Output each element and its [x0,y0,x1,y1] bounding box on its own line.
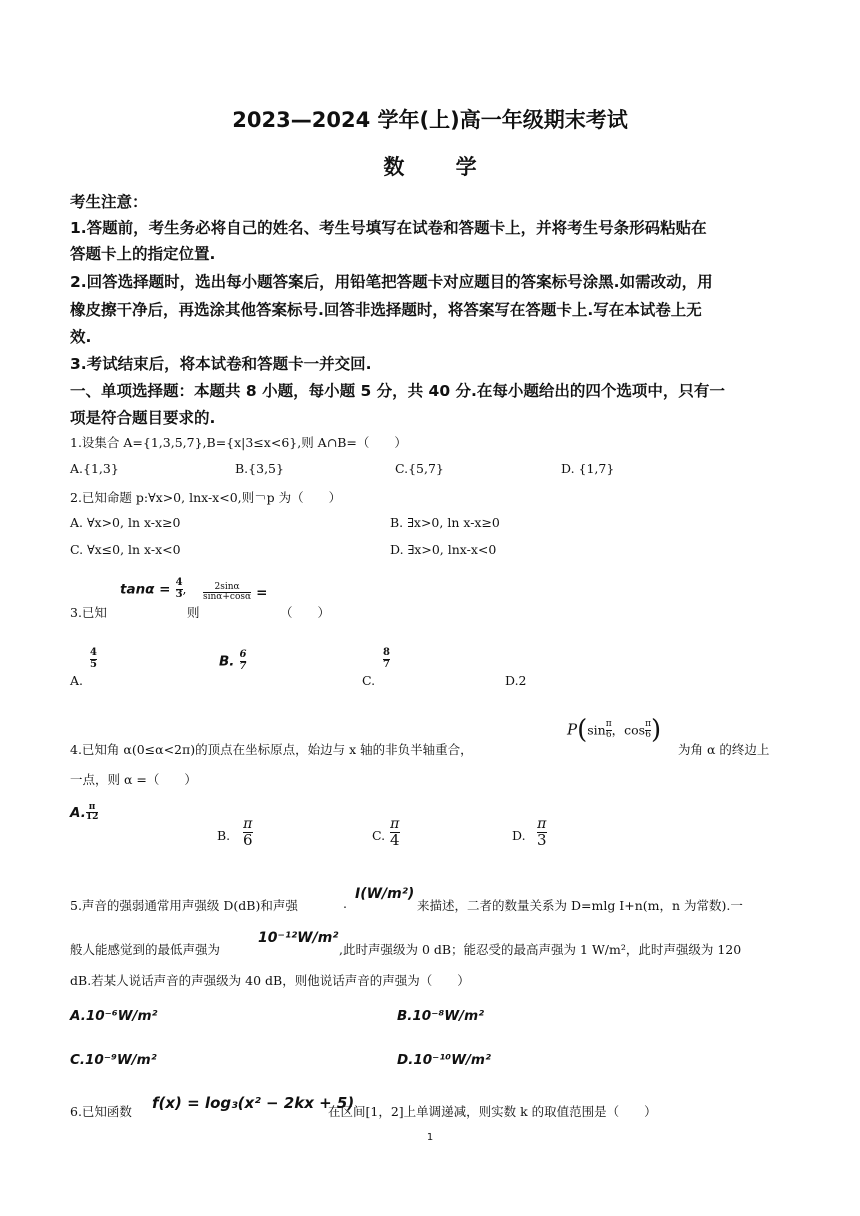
question-5-line-2-pre: 般人能感觉到的最低声强为 [70,942,221,957]
question-3-given-tan [120,578,187,600]
question-1-option-b: B.{3,5} [235,461,284,476]
question-4-option-d-fraction [537,817,547,848]
option-b-denominator: 7 [239,660,247,672]
option-b-numerator: π [243,816,253,832]
sin-denominator: 6 [605,729,612,740]
option-d-numerator: π [537,816,547,832]
question-2-option-d: D. ∃x>0, lnx-x<0 [390,542,497,557]
option-b-fraction [240,650,247,672]
section-1-heading-line-1: 一、单项选择题：本题共 8 小题，每小题 5 分，共 40 分.在每小题给出的四个选项中，只有一 [70,382,725,400]
question-4-stem: 4.已知角 α(0≤α<2π)的顶点在坐标原点，始边与 x 轴的非负半轴重合， [70,742,473,757]
question-3-option-b [219,650,246,672]
question-3-then: 则 [187,605,200,620]
question-1-option-d: D. {1,7} [561,461,615,476]
option-c-numerator: π [390,816,400,832]
option-a-numerator: 4 [90,647,97,658]
cos-label: cos [624,722,646,738]
intensity-symbol: I(W/m²) [355,886,415,902]
expression-denominator: sinα+cosα [203,592,252,602]
question-4-line-2: 一点，则 α =（ ） [70,772,197,787]
notice-item-1-line-2: 答题卡上的指定位置. [70,245,216,263]
sin-label: sin [587,722,606,738]
question-4-option-c-label: C. [372,828,386,843]
question-4-option-b-label: B. [217,828,231,843]
option-c-denominator: 4 [390,830,400,849]
option-a-label: A. [70,805,86,821]
question-5-dot: . [343,896,347,911]
notice-item-2-line-1: 2.回答选择题时，选出每小题答案后，用铅笔把答题卡对应题目的答案标号涂黑.如需改动，用 [70,273,713,291]
option-a-denominator: 5 [90,658,97,670]
notice-item-1-line-1: 1.答题前，考生务必将自己的姓名、考生号填写在试卷和答题卡上，并将考生号条形码粘贴在 [70,219,707,237]
question-3-expression [203,582,267,602]
question-4-option-c-fraction [390,817,400,848]
question-5-option-a: A.10⁻⁶W/m² [70,1008,158,1024]
question-1-stem: 1.设集合 A={1,3,5,7},B={x|3≤x<6},则 A∩B=（ ） [70,435,407,450]
option-b-numerator: 6 [239,649,247,660]
point-label: P [567,720,578,739]
expression-numerator: 2sinα [214,581,240,592]
left-paren: ( [577,715,588,745]
question-3-option-a-fraction [90,648,97,670]
question-4-option-d-label: D. [512,828,526,843]
page-number: 1 [426,1132,434,1143]
question-2-option-c: C. ∀x≤0, ln x-x<0 [70,542,181,557]
expression-equals: = [256,585,268,601]
tan-alpha-lhs: tanα = [120,581,171,598]
sin-numerator: π [605,719,612,730]
option-d-denominator: 3 [537,830,547,849]
question-3-option-d: D.2 [505,673,527,688]
question-2-option-b: B. ∃x>0, ln x-x≥0 [390,515,500,530]
question-4-point-p [567,715,661,745]
tan-alpha-fraction [176,578,183,600]
subject-title: 数 学 [383,155,499,179]
question-6-post: 在区间[1，2]上单调递减，则实数 k 的取值范围是（ ） [328,1104,657,1119]
cos-numerator: π [645,719,652,730]
right-paren: ) [651,715,662,745]
cos-denominator: 6 [645,729,651,740]
section-1-heading-line-2: 项是符合题目要求的. [70,409,216,427]
question-3-blank: （ ） [280,605,331,620]
question-3-option-a-label: A. [70,673,84,688]
question-1-option-c: C.{5,7} [395,461,444,476]
question-5-line-2-post: ,此时声强级为 0 dB；能忍受的最高声强为 1 W/m²，此时声强级为 120 [339,942,742,957]
option-a-fraction [86,803,99,823]
notice-heading: 考生注意： [70,193,148,211]
coord-comma: ， [611,722,625,738]
question-5-part-1: 5.声音的强弱通常用声强级 D(dB)和声强 [70,898,298,913]
question-4-option-b-fraction [243,817,253,848]
question-5-line-3: dB.若某人说话声音的声强级为 40 dB，则他说话声音的声强为（ ） [70,973,470,988]
notice-item-3: 3.考试结束后，将本试卷和答题卡一并交回. [70,355,372,373]
expression-fraction [203,583,251,603]
option-b-label: B. [219,653,235,670]
question-4-stem-end: 为角 α 的终边上 [678,742,770,757]
question-5-part-2: 来描述，二者的数量关系为 D=mlg I+n(m，n 为常数).一 [417,898,743,913]
question-5-option-c: C.10⁻⁹W/m² [70,1052,157,1068]
question-1-option-a: A.{1,3} [70,461,119,476]
exam-title: 2023—2024 学年(上)高一年级期末考试 [232,108,628,132]
question-3-option-c-fraction [383,648,390,670]
question-4-option-a [70,802,98,822]
tan-comma: , [182,581,187,597]
option-a-denominator: 12 [85,812,99,822]
notice-item-2-line-2: 橡皮擦干净后，再选涂其他答案标号.回答非选择题时，将答案写在答题卡上.写在本试卷上无 [70,301,702,319]
question-3-option-c-label: C. [362,673,376,688]
question-2-stem: 2.已知命题 p:∀x>0, lnx-x<0,则￢p 为（ ） [70,490,342,505]
option-c-denominator: 7 [383,658,390,670]
tan-alpha-denominator: 3 [175,588,183,600]
option-b-denominator: 6 [243,830,253,849]
question-6-function: f(x) = log₃(x² − 2kx + 5) [152,1094,355,1112]
min-intensity: 10⁻¹²W/m² [258,930,339,946]
question-2-option-a: A. ∀x>0, ln x-x≥0 [70,515,181,530]
question-5-option-d: D.10⁻¹⁰W/m² [397,1052,491,1068]
option-a-numerator: π [88,801,96,812]
tan-alpha-numerator: 4 [175,577,183,588]
notice-item-2-line-3: 效. [70,328,92,346]
question-3-prefix: 3.已知 [70,605,107,620]
question-6-pre: 6.已知函数 [70,1104,132,1119]
question-5-option-b: B.10⁻⁸W/m² [397,1008,485,1024]
option-c-numerator: 8 [383,647,390,658]
